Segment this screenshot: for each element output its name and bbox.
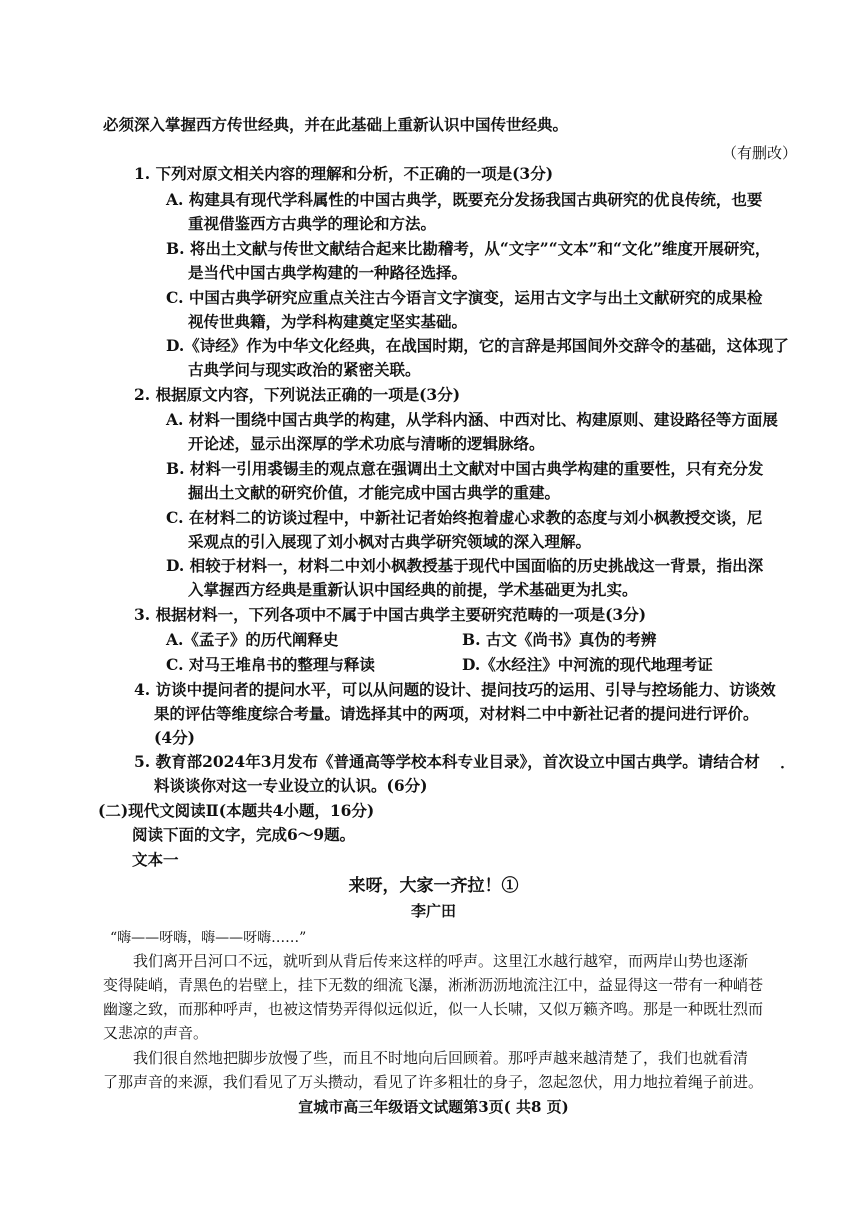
q1-option-b: B. 将出土文献与传世文献结合起来比勘稽考，从“文字”“文本”和“文化”维度开展研究， [166,239,771,258]
q2-option-d-cont: 入掌握西方经典是重新认识中国经典的前提，学术基础更为扎实。 [188,580,638,599]
q5-line1: 5. 教育部2024年3月发布《普通高等学校本科专业目录》，首次设立中国古典学。请结合材 [134,752,760,771]
q1-stem: 1. 下列对原文相关内容的理解和分析，不正确的一项是(3分) [134,164,554,183]
paragraph-1-line1: 我们离开吕河口不远，就听到从背后传来这样的呼声。这里江水越行越窄，而两岸山势也逐渐 [133,952,749,970]
q2-stem: 2. 根据原文内容，下列说法正确的一项是(3分) [134,385,461,404]
q1-option-d-cont: 古典学问与现实政治的紧密关联。 [188,360,421,379]
q2-option-c: C. 在材料二的访谈过程中，中新社记者始终抱着虚心求教的态度与刘小枫教授交谈，尼 [166,508,763,527]
q1-option-a-cont: 重视借鉴西方古典学的理论和方法。 [188,214,437,233]
paragraph-2-line1: 我们很自然地把脚步放慢了些，而且不时地向后回顾着。那呼声越来越清楚了，我们也就看清 [133,1049,749,1067]
q3-option-c: C. 对马王堆帛书的整理与释读 [166,655,375,674]
q2-option-b-cont: 掘出土文献的研究价值，才能完成中国古典学的重建。 [188,483,561,502]
page-footer: 宣城市高三年级语文试题第3页( 共8 页) [298,1098,569,1116]
q1-option-a: A. 构建具有现代学科属性的中国古典学，既要充分发扬我国古典研究的优良传统，也要 [166,190,763,209]
paragraph-2-line2: 了那声音的来源，我们看见了万头攒动，看见了许多粗壮的身子，忽起忽伏，用力地拉着绳子前进。 [103,1073,764,1091]
q3-stem: 3. 根据材料一，下列各项中不属于中国古典学主要研究范畴的一项是(3分) [134,605,647,624]
intro-line: 必须深入掌握西方传世经典，并在此基础上重新认识中国传世经典。 [103,115,569,134]
q2-option-a-cont: 开论述，显示出深厚的学术功底与清晰的逻辑脉络。 [188,434,545,453]
stray-mark: · [780,760,785,776]
q2-option-b: B. 材料一引用裘锡圭的观点意在强调出土文献对中国古典学构建的重要性，只有充分发 [166,459,764,478]
q4-line2: 果的评估等维度综合考量。请选择其中的两项，对材料二中中新社记者的提问进行评价。 [154,704,759,723]
paragraph-1-line2: 变得陡峭，青黑色的岩壁上，挂下无数的细流飞瀑，淅淅沥沥地流注江中，益显得这一带有一种峭苍 [103,976,764,994]
q1-option-c: C. 中国古典学研究应重点关注古今语言文字演变，运用古文字与出土文献研究的成果检 [166,288,763,307]
q3-option-b: B. 古文《尚书》真伪的考辨 [462,630,657,649]
q4-line1: 4. 访谈中提问者的提问水平，可以从问题的设计、提问技巧的运用、引导与控场能力、访谈效 [134,680,776,699]
q5-line2: 料谈谈你对这一专业设立的认识。(6分) [154,776,428,795]
paragraph-1-line4: 又悲凉的声音。 [103,1024,209,1042]
section-instruction: 阅读下面的文字，完成6～9题。 [132,825,356,844]
edit-note: （有删改） [722,144,798,162]
paragraph-1-line3: 幽邃之致，而那种呼声，也被这情势弄得似远似近，似一人长啸，又似万籁齐鸣。那是一种既壮烈而 [103,1000,764,1018]
q3-option-a: A.《孟子》的历代阐释史 [166,630,339,649]
article-author: 李广田 [410,902,456,920]
q2-option-c-cont: 采观点的引入展现了刘小枫对古典学研究领域的深入理解。 [188,532,592,551]
q4-line3: (4分) [154,728,195,747]
q2-option-a: A. 材料一围绕中国古典学的构建，从学科内涵、中西对比、构建原则、建设路径等方面展 [166,410,778,429]
q2-option-d: D. 相较于材料一，材料二中刘小枫教授基于现代中国面临的历史挑战这一背景，指出深 [166,556,764,575]
section-heading: (二)现代文阅读Ⅱ(本题共4小题，16分) [98,801,375,820]
q1-option-d: D.《诗经》作为中华文化经典，在战国时期，它的言辞是邦国间外交辞令的基础，这体现了 [166,336,789,355]
article-title: 来呀，大家一齐拉！① [348,876,519,896]
q1-option-c-cont: 视传世典籍，为学科构建奠定坚实基础。 [188,312,468,331]
text-label: 文本一 [132,850,179,869]
q1-option-b-cont: 是当代中国古典学构建的一种路径选择。 [188,263,468,282]
article-quote: “嗨——呀嗨，嗨——呀嗨……” [110,930,307,946]
q3-option-d: D.《水经注》中河流的现代地理考证 [462,655,713,674]
